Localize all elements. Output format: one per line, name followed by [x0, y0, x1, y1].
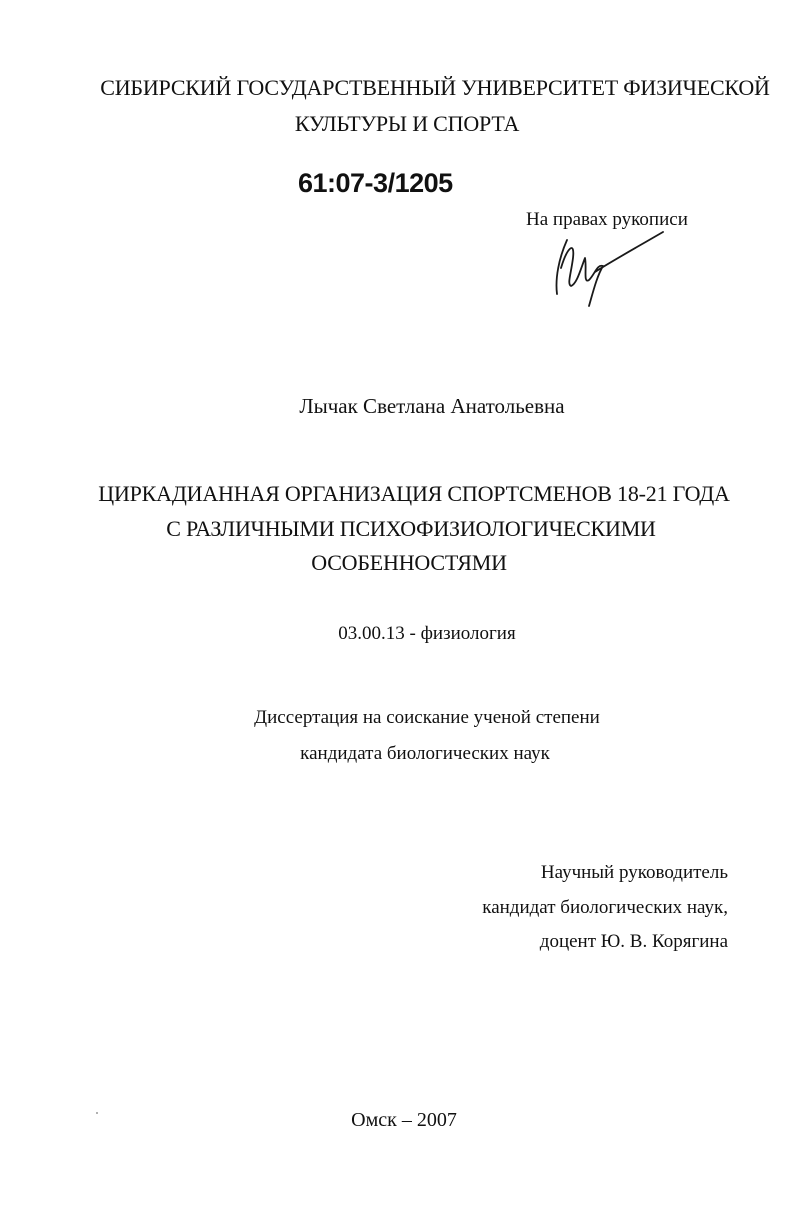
supervisor-label: Научный руководитель — [540, 862, 728, 883]
handwritten-signature — [545, 228, 675, 308]
manuscript-rights-note: На правах рукописи — [526, 209, 688, 230]
university-name-line-1: СИБИРСКИЙ ГОСУДАРСТВЕННЫЙ УНИВЕРСИТЕТ ФИЗИЧЕСКОЙ — [100, 75, 770, 100]
supervisor-name: доцент Ю. В. Корягина — [539, 931, 728, 952]
supervisor-degree: кандидат биологических наук, — [482, 897, 728, 918]
author-name: Лычак Светлана Анатольевна — [299, 394, 565, 418]
degree-line-1: Диссертация на соискание ученой степени — [254, 707, 600, 728]
catalog-number: 61:07-3/1205 — [298, 168, 453, 198]
university-name-line-2: КУЛЬТУРЫ И СПОРТА — [294, 111, 520, 136]
degree-line-2: кандидата биологических наук — [300, 743, 550, 764]
scan-speck — [96, 1112, 98, 1114]
thesis-title-line-3: ОСОБЕННОСТЯМИ — [311, 550, 507, 575]
specialty-code: 03.00.13 - физиология — [338, 623, 516, 644]
thesis-title-line-1: ЦИРКАДИАННАЯ ОРГАНИЗАЦИЯ СПОРТСМЕНОВ 18-21 ГОДА — [98, 481, 730, 506]
thesis-title-line-2: С РАЗЛИЧНЫМИ ПСИХОФИЗИОЛОГИЧЕСКИМИ — [166, 516, 656, 541]
place-and-year: Омск – 2007 — [351, 1109, 457, 1131]
